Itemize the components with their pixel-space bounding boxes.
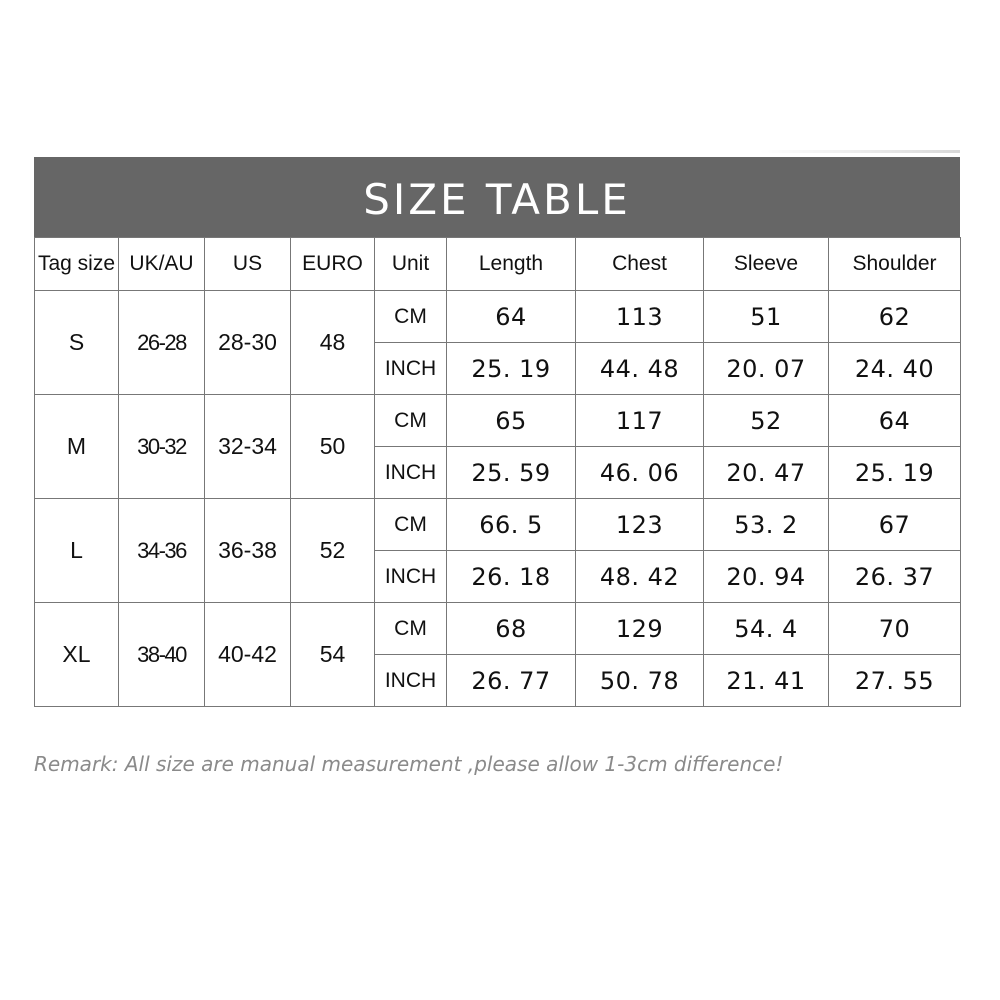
sleeve-cell: 53. 2	[704, 499, 829, 551]
header-unit: Unit	[375, 238, 447, 291]
sleeve-cell: 20. 94	[704, 551, 829, 603]
shoulder-cell: 26. 37	[829, 551, 961, 603]
header-euro: EURO	[291, 238, 375, 291]
unit-cell: INCH	[375, 447, 447, 499]
sleeve-cell: 54. 4	[704, 603, 829, 655]
euro-cell: 54	[291, 603, 375, 707]
table-row-m-cm	[35, 395, 961, 447]
uk-au-cell: 38-40	[119, 603, 205, 707]
header-tag-size: Tag size	[35, 238, 119, 291]
unit-cell: INCH	[375, 655, 447, 707]
tag-size-cell: M	[35, 395, 119, 499]
header-chest: Chest	[576, 238, 704, 291]
uk-au-cell: 26-28	[119, 291, 205, 395]
length-cell: 65	[447, 395, 576, 447]
us-cell: 36-38	[205, 499, 291, 603]
length-cell: 25. 59	[447, 447, 576, 499]
remark-text: Remark: All size are manual measurement ,please allow 1-3cm difference!	[34, 752, 784, 776]
header-us: US	[205, 238, 291, 291]
chest-cell: 123	[576, 499, 704, 551]
chest-cell: 113	[576, 291, 704, 343]
euro-cell: 52	[291, 499, 375, 603]
uk-au-cell: 30-32	[119, 395, 205, 499]
chest-cell: 50. 78	[576, 655, 704, 707]
us-cell: 28-30	[205, 291, 291, 395]
sleeve-cell: 51	[704, 291, 829, 343]
length-cell: 25. 19	[447, 343, 576, 395]
chest-cell: 48. 42	[576, 551, 704, 603]
sleeve-cell: 20. 07	[704, 343, 829, 395]
header-uk-au: UK/AU	[119, 238, 205, 291]
unit-cell: CM	[375, 499, 447, 551]
table-row-s-cm	[35, 291, 961, 343]
table-row-xl-cm	[35, 603, 961, 655]
length-cell: 26. 18	[447, 551, 576, 603]
header-shoulder: Shoulder	[829, 238, 961, 291]
table-row-l-cm	[35, 499, 961, 551]
length-cell: 64	[447, 291, 576, 343]
chest-cell: 46. 06	[576, 447, 704, 499]
euro-cell: 50	[291, 395, 375, 499]
sleeve-cell: 21. 41	[704, 655, 829, 707]
unit-cell: CM	[375, 395, 447, 447]
length-cell: 26. 77	[447, 655, 576, 707]
shoulder-cell: 27. 55	[829, 655, 961, 707]
chest-cell: 117	[576, 395, 704, 447]
header-length: Length	[447, 238, 576, 291]
header-sleeve: Sleeve	[704, 238, 829, 291]
shoulder-cell: 67	[829, 499, 961, 551]
tag-size-cell: L	[35, 499, 119, 603]
header-row	[35, 238, 961, 291]
sleeve-cell: 52	[704, 395, 829, 447]
chest-cell: 129	[576, 603, 704, 655]
length-cell: 68	[447, 603, 576, 655]
us-cell: 32-34	[205, 395, 291, 499]
chest-cell: 44. 48	[576, 343, 704, 395]
tag-size-cell: XL	[35, 603, 119, 707]
shoulder-cell: 70	[829, 603, 961, 655]
unit-cell: CM	[375, 603, 447, 655]
sleeve-cell: 20. 47	[704, 447, 829, 499]
shoulder-cell: 24. 40	[829, 343, 961, 395]
length-cell: 66. 5	[447, 499, 576, 551]
size-table	[34, 237, 961, 707]
title-bar	[34, 157, 960, 237]
shoulder-cell: 25. 19	[829, 447, 961, 499]
page-title: SIZE TABLE	[363, 174, 631, 224]
unit-cell: INCH	[375, 551, 447, 603]
unit-cell: CM	[375, 291, 447, 343]
unit-cell: INCH	[375, 343, 447, 395]
tag-size-cell: S	[35, 291, 119, 395]
uk-au-cell: 34-36	[119, 499, 205, 603]
shoulder-cell: 64	[829, 395, 961, 447]
shoulder-cell: 62	[829, 291, 961, 343]
us-cell: 40-42	[205, 603, 291, 707]
top-edge-line	[760, 150, 960, 153]
euro-cell: 48	[291, 291, 375, 395]
